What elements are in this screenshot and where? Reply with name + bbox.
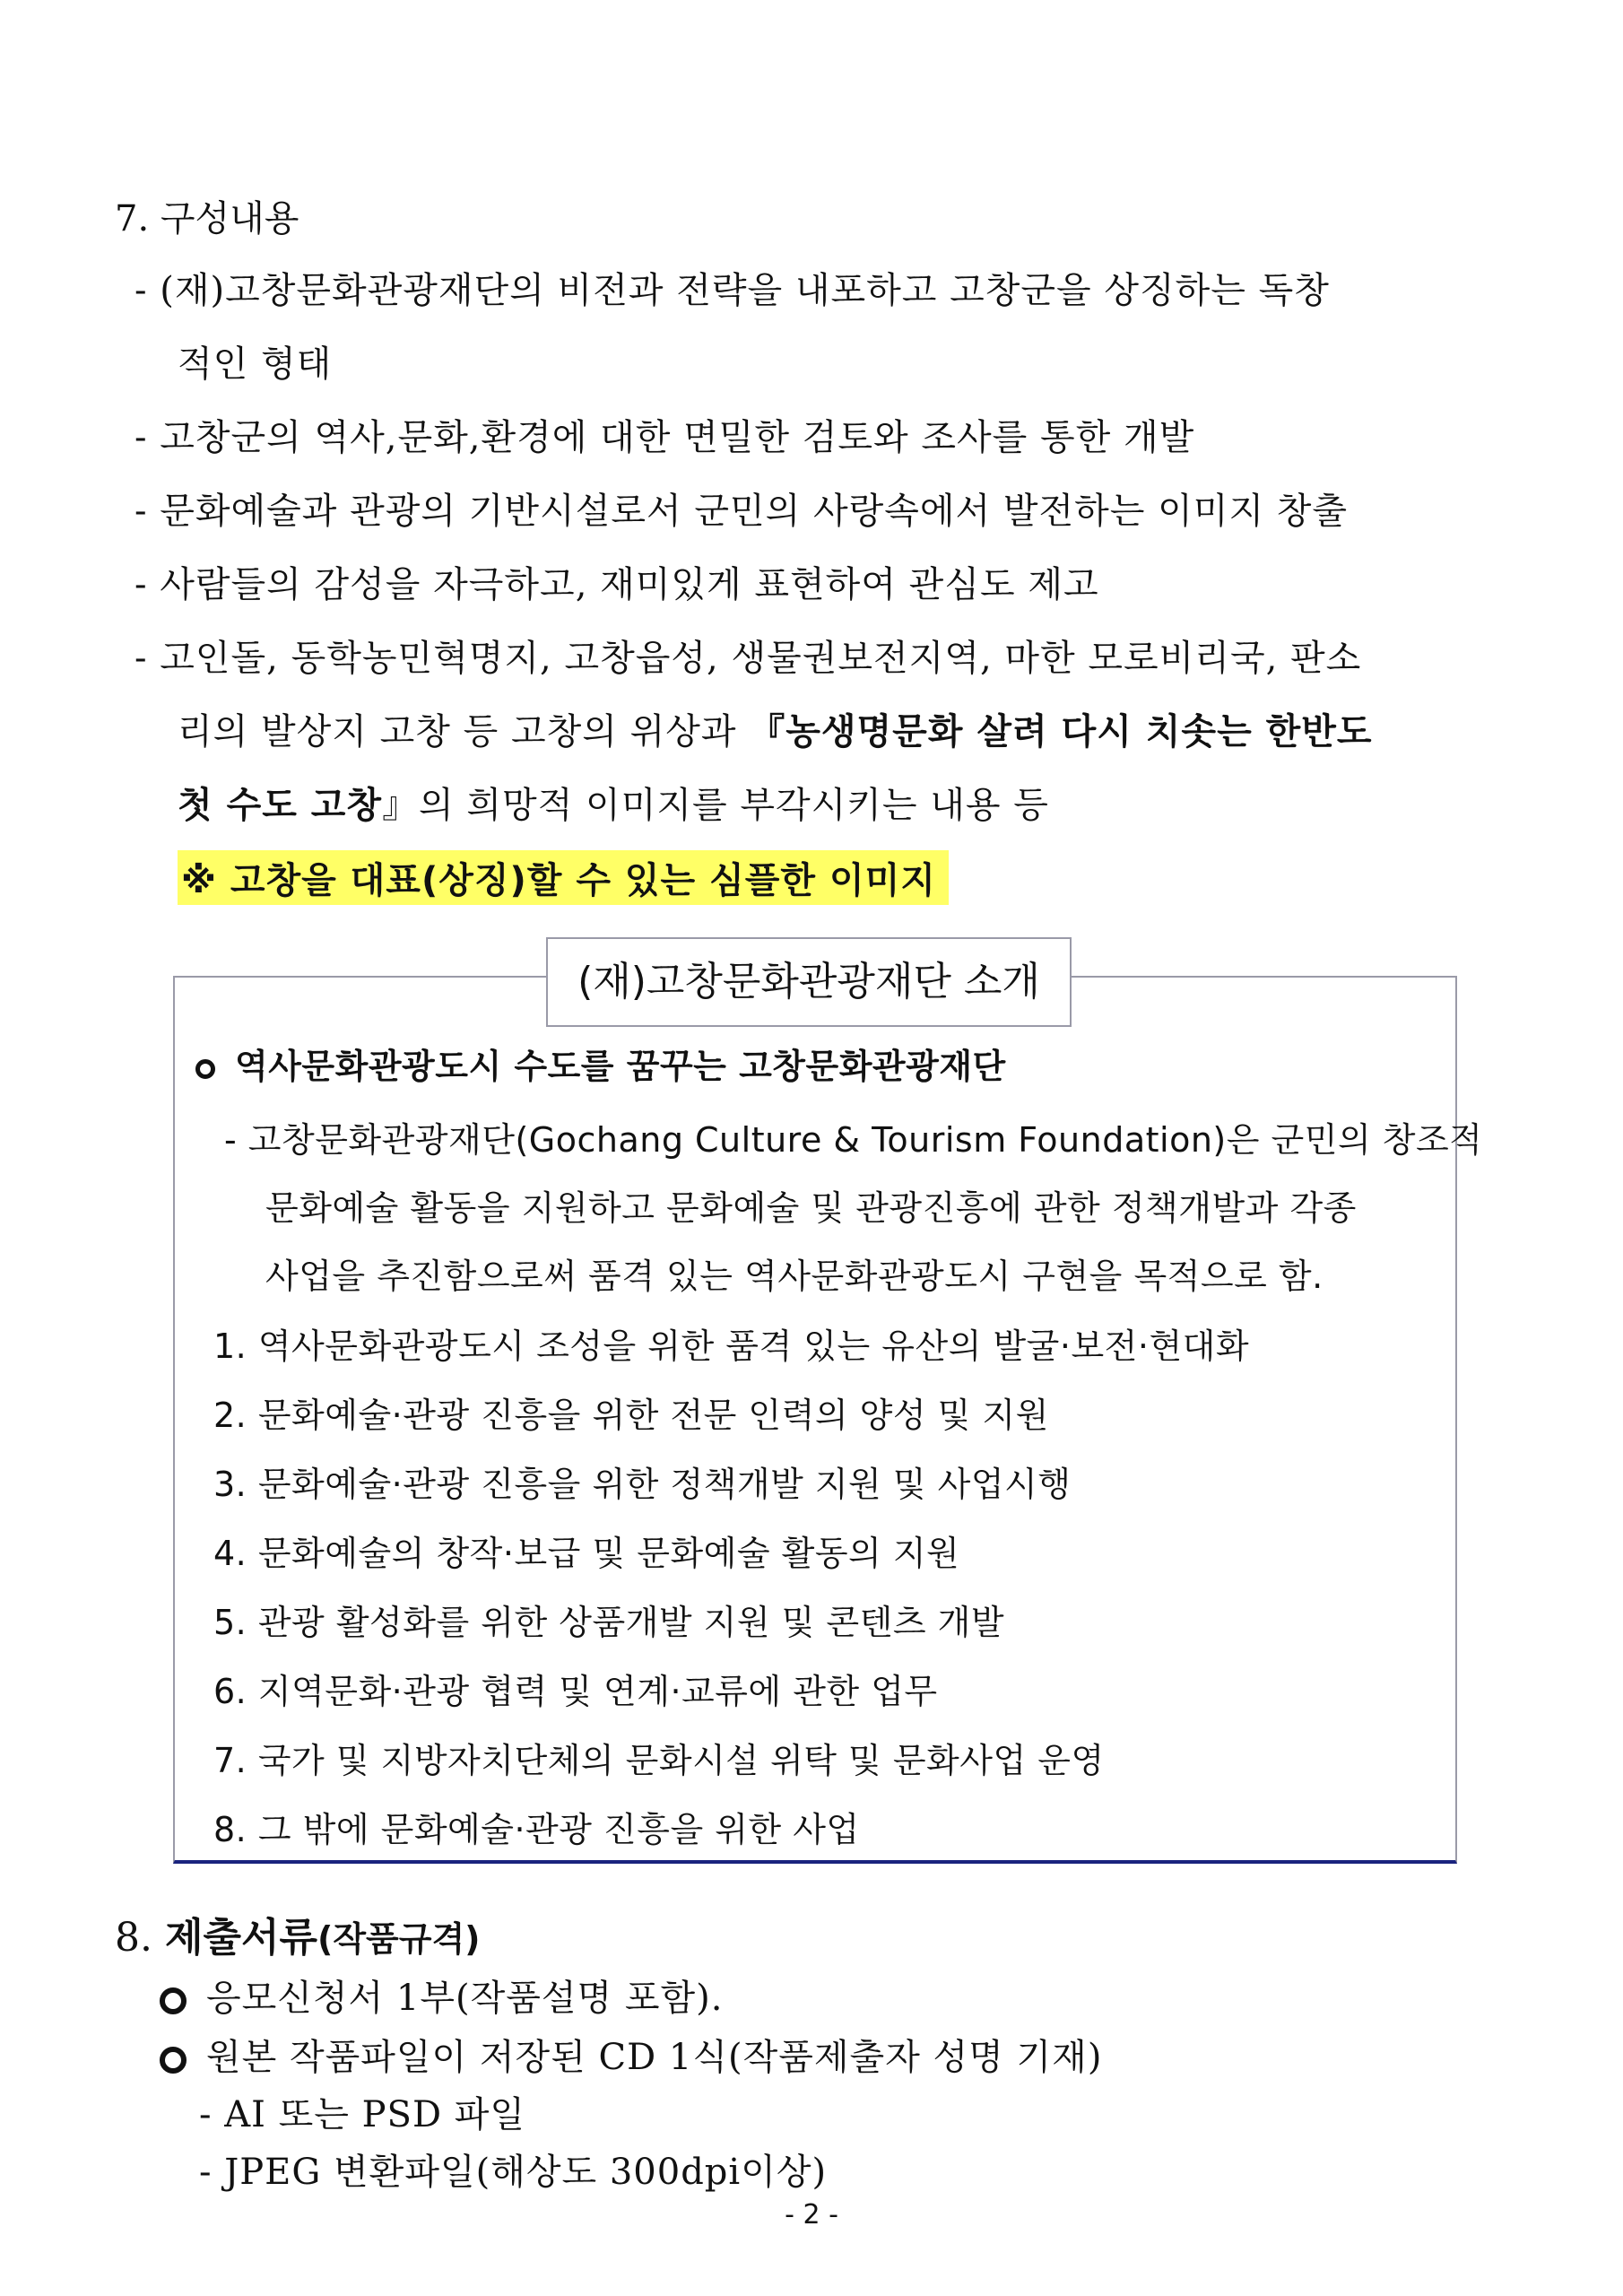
section-7-item-5: - 고인돌, 동학농민혁명지, 고창읍성, 생물권보전지역, 마한 모로비리국, 판소 — [135, 638, 1362, 679]
circle-bullet-icon — [160, 2047, 187, 2074]
intro-box-title: (재)고창문화관광재단 소개 — [546, 937, 1072, 1027]
section-8-bullet-2-text: 원본 작품파일이 저장된 CD 1식(작품제출자 성명 기재) — [206, 2037, 1103, 2078]
page-number: - 2 - — [785, 2199, 838, 2231]
intro-list-item-8: 8. 그 밖에 문화예술·관광 진흥을 위한 사업 — [213, 1810, 860, 1849]
circle-bullet-icon — [195, 1059, 215, 1079]
intro-headline — [195, 1039, 1006, 1088]
section-7-item-1-cont: 적인 형태 — [178, 344, 333, 385]
intro-headline-text: 역사문화관광도시 수도를 꿈꾸는 고창문화관광재단 — [235, 1047, 1006, 1086]
section-7-item-2: - 고창군의 역사,문화,환경에 대한 면밀한 검토와 조사를 통한 개발 — [135, 417, 1195, 458]
section-7-item-1: - (재)고창문화관광재단의 비전과 전략을 내포하고 고창군을 상징하는 독창 — [135, 270, 1330, 311]
intro-list-item-2: 2. 문화예술·관광 진흥을 위한 전문 인력의 양성 및 지원 — [213, 1396, 1049, 1435]
item-5-line2-plain: 리의 발상지 고창 등 고창의 위상과 — [178, 711, 750, 752]
section-7-heading: 7. 구성내용 — [115, 198, 299, 239]
section-8-heading — [115, 1905, 481, 1962]
intro-list-item-5: 5. 관광 활성화를 위한 상품개발 지원 및 콘텐츠 개발 — [213, 1603, 1005, 1642]
item-5-line3-bold: 첫 수도 고창 — [178, 785, 383, 826]
intro-desc-line-1: - 고창문화관광재단(Gochang Culture & Tourism Foundation)은 군민의 창조적 — [224, 1120, 1483, 1160]
item-5-line3-plain: 』의 희망적 이미지를 부각시키는 내용 등 — [382, 785, 1049, 826]
section-8-bullet-1-text: 응모신청서 1부(작품설명 포함). — [206, 1978, 724, 2019]
section-7-item-4: - 사람들의 감성을 자극하고, 재미있게 표현하여 관심도 제고 — [135, 564, 1099, 605]
intro-list-item-1: 1. 역사문화관광도시 조성을 위한 품격 있는 유산의 발굴·보전·현대화 — [213, 1326, 1250, 1366]
circle-bullet-icon — [160, 1987, 187, 2014]
section-8-number: 8. — [115, 1915, 165, 1961]
section-8-title-paren: (작품규격) — [317, 1919, 481, 1959]
intro-desc-line-3: 사업을 추진함으로써 품격 있는 역사문화관광도시 구현을 목적으로 함. — [265, 1257, 1324, 1296]
section-8-subitem-2: - JPEG 변환파일(해상도 300dpi이상) — [199, 2152, 828, 2193]
section-7-note: ※ 고창을 대표(상징)할 수 있는 심플한 이미지 — [178, 850, 949, 905]
section-7-item-3: - 문화예술과 관광의 기반시설로서 군민의 사랑속에서 발전하는 이미지 창출 — [135, 491, 1349, 532]
section-8-bullet-1 — [160, 1970, 723, 2021]
section-8-title: 제출서류 — [164, 1915, 317, 1961]
item-5-line2-bold: 『농생명문화 살려 다시 치솟는 한반도 — [749, 711, 1373, 752]
section-7-item-5-line3 — [178, 777, 1049, 828]
section-8-bullet-2 — [160, 2029, 1102, 2080]
intro-list-item-3: 3. 문화예술·관광 진흥을 위한 정책개발 지원 및 사업시행 — [213, 1465, 1072, 1504]
intro-list-item-6: 6. 지역문화·관광 협력 및 연계·교류에 관한 업무 — [213, 1672, 938, 1711]
intro-list-item-4: 4. 문화예술의 창작·보급 및 문화예술 활동의 지원 — [213, 1534, 960, 1573]
intro-desc-line-2: 문화예술 활동을 지원하고 문화예술 및 관광진흥에 관한 정책개발과 각종 — [265, 1188, 1357, 1228]
section-8-subitem-1: - AI 또는 PSD 파일 — [199, 2094, 526, 2135]
intro-list-item-7: 7. 국가 및 지방자치단체의 문화시설 위탁 및 문화사업 운영 — [213, 1741, 1105, 1780]
section-7-item-5-line2 — [178, 703, 1373, 754]
